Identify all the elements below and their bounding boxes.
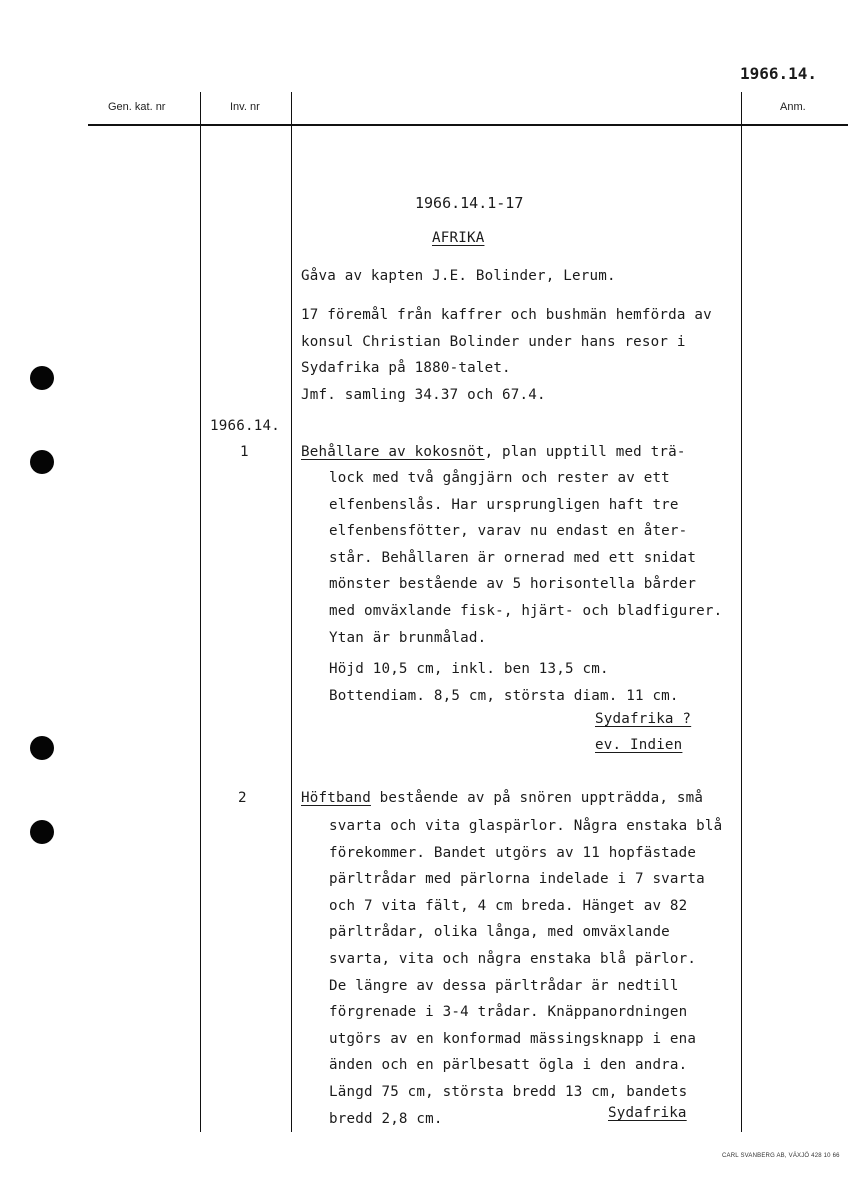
description-line: utgörs av en konformad mässingsknapp i ena (329, 1030, 697, 1047)
description-line: Ytan är brunmålad. (329, 629, 487, 646)
description-line: svarta, vita och några enstaka blå pärlor. (329, 950, 697, 967)
description-line: De längre av dessa pärltrådar är nedtill (329, 977, 679, 994)
description-line: förekommer. Bandet utgörs av 11 hopfästade (329, 844, 697, 861)
column-header-gen-kat: Gen. kat. nr (108, 101, 166, 113)
column-divider-gen-inv (200, 92, 201, 1132)
punch-hole (30, 366, 54, 390)
column-header-inv: Inv. nr (230, 101, 260, 113)
description-line: mönster bestående av 5 horisontella bårder (329, 576, 697, 593)
item-first-line (301, 444, 686, 460)
description-line: elfenbenslås. Har ursprungligen haft tre (329, 496, 679, 513)
description-line: elfenbensfötter, varav nu endast en åter- (329, 523, 688, 540)
region-heading: AFRIKA (432, 230, 485, 246)
item-origin-alternative: ev. Indien (595, 737, 683, 753)
punch-hole (30, 736, 54, 760)
punch-hole (30, 450, 54, 474)
item-term: Höftband (301, 790, 371, 806)
measurement-line: Höjd 10,5 cm, inkl. ben 13,5 cm. (329, 661, 609, 677)
item-number: 1 (240, 444, 249, 460)
column-header-anm: Anm. (780, 101, 806, 113)
item-first-line-rest: bestående av på snören uppträdda, små (370, 790, 704, 806)
intro-line: konsul Christian Bolinder under hans resor i (301, 333, 686, 350)
description-line: med omväxlande fisk-, hjärt- och bladfigurer. (329, 602, 723, 619)
donation-line: Gåva av kapten J.E. Bolinder, Lerum. (301, 268, 616, 284)
item-term: Behållare av kokosnöt (301, 444, 485, 460)
description-line: pärltrådar, olika långa, med omväxlande (329, 924, 670, 941)
measurement-line: Bottendiam. 8,5 cm, största diam. 11 cm. (329, 687, 679, 704)
description-line: lock med två gångjärn och rester av ett (329, 470, 670, 486)
description-line: pärltrådar med pärlorna indelade i 7 svarta (329, 871, 705, 888)
item-first-line-rest: , plan upptill med trä- (484, 444, 686, 460)
intro-line: 17 föremål från kaffrer och bushmän hemförda av (301, 307, 712, 323)
intro-paragraph (301, 302, 712, 408)
measurement-line: Längd 75 cm, största bredd 13 cm, bandets (329, 1084, 688, 1100)
item-description (329, 813, 722, 1079)
column-divider-inv-text (291, 92, 292, 1132)
description-line: står. Behållaren är ornerad med ett snidat (329, 549, 697, 566)
intro-line: Jmf. samling 34.37 och 67.4. (301, 386, 546, 403)
item-measurements (329, 656, 679, 709)
collection-number: 1966.14.1-17 (415, 194, 524, 212)
printer-imprint: CARL SVANBERG AB, VÄXJÖ 428 10 66 (722, 1153, 840, 1159)
inventory-prefix: 1966.14. (210, 418, 280, 434)
description-line: svarta och vita glaspärlor. Några enstaka blå (329, 818, 723, 834)
intro-line: Sydafrika på 1880-talet. (301, 360, 511, 377)
punch-hole (30, 820, 54, 844)
item-origin: Sydafrika (608, 1105, 687, 1121)
page-number: 1966.14. (740, 64, 818, 83)
description-line: och 7 vita fält, 4 cm breda. Hänget av 82 (329, 897, 688, 914)
item-origin: Sydafrika ? (595, 711, 692, 727)
measurement-line: bredd 2,8 cm. (329, 1110, 443, 1127)
item-first-line (301, 790, 703, 806)
header-rule (88, 124, 848, 126)
item-description (329, 465, 722, 651)
description-line: förgrenade i 3-4 trådar. Knäppanordningen (329, 1004, 688, 1021)
item-number: 2 (238, 790, 247, 806)
description-line: änden och en pärlbesatt ögla i den andra. (329, 1057, 688, 1074)
column-divider-text-anm (741, 92, 742, 1132)
